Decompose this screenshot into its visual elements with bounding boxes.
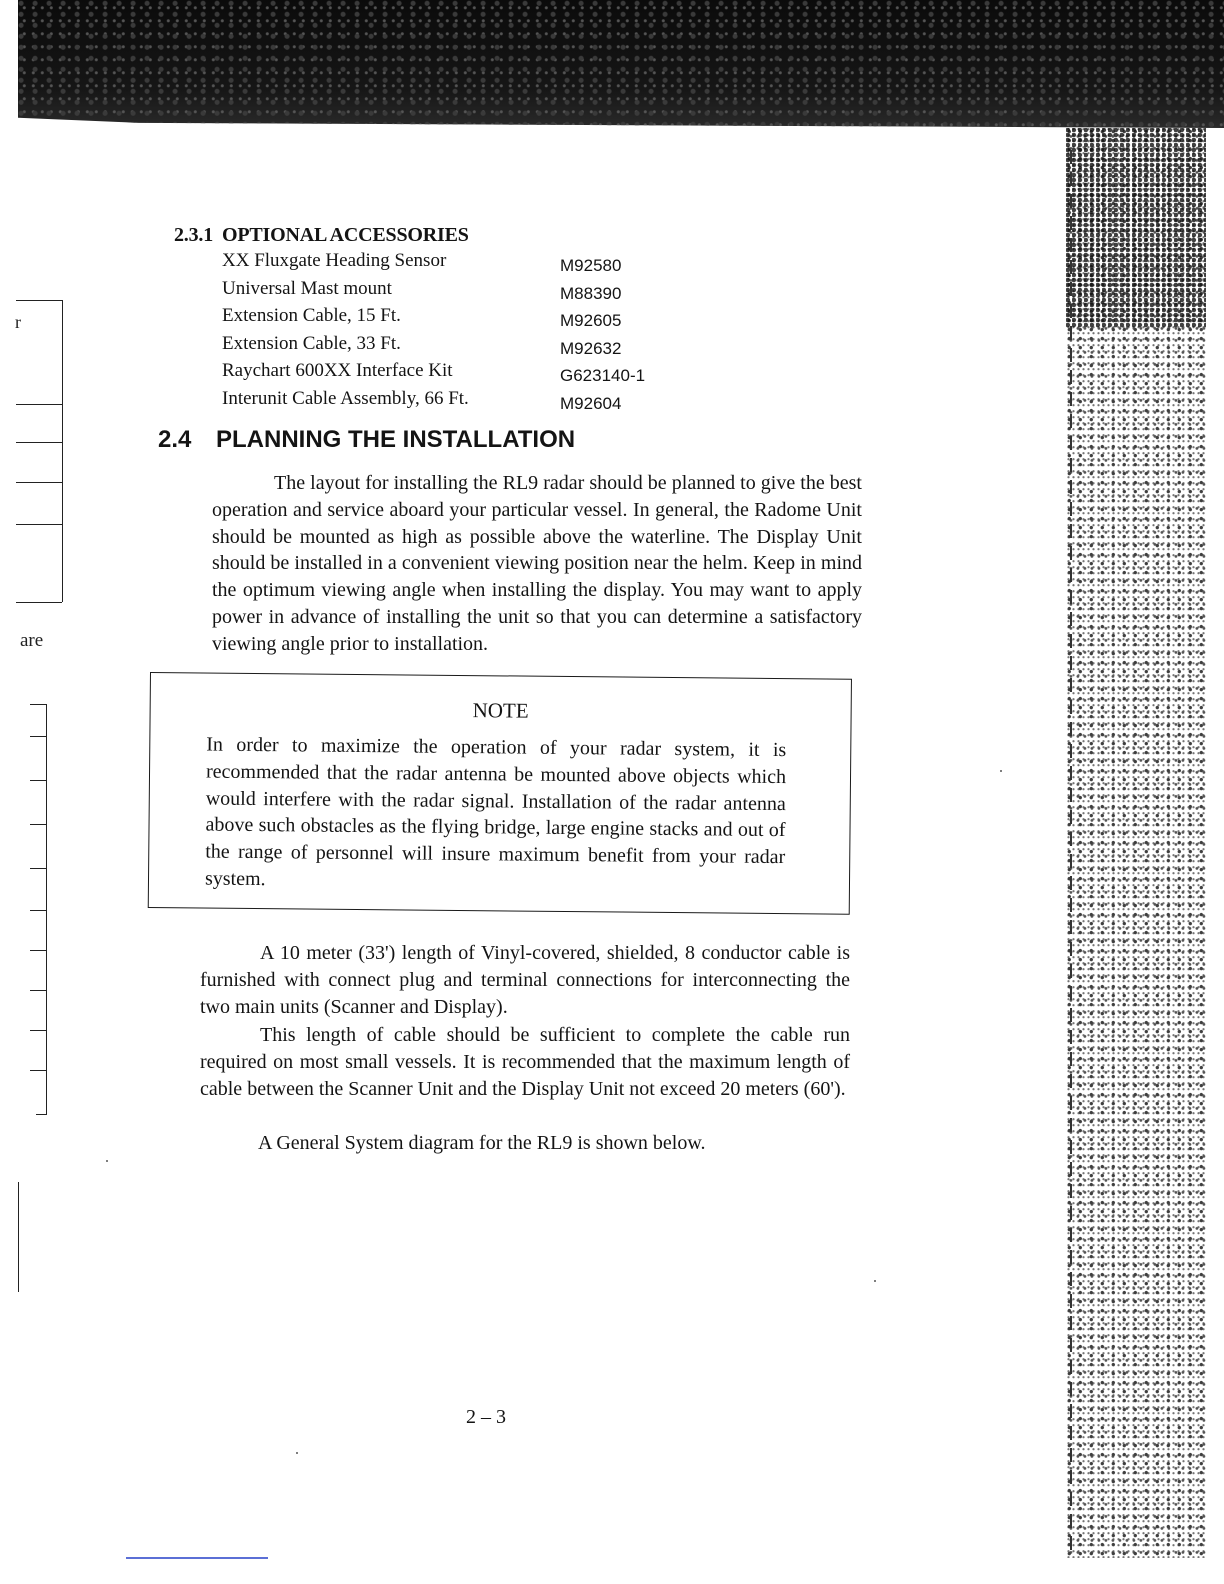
accessory-row bbox=[174, 360, 694, 388]
scan-right-edge bbox=[1070, 150, 1072, 1550]
left-margin-bleedthrough bbox=[0, 290, 70, 1300]
accessory-name: XX Fluxgate Heading Sensor bbox=[222, 250, 447, 271]
accessory-row bbox=[174, 333, 694, 361]
accessories-section-number: 2.3.1 bbox=[174, 224, 214, 246]
scan-speck bbox=[1000, 770, 1002, 772]
diagram-sentence: A General System diagram for the RL9 is shown below. bbox=[258, 1132, 706, 1154]
accessory-name: Extension Cable, 33 Ft. bbox=[222, 332, 401, 354]
scan-speck bbox=[106, 1160, 108, 1162]
planning-heading bbox=[158, 426, 575, 454]
scan-right-shadow bbox=[1066, 128, 1206, 1558]
cable-length-paragraph: This length of cable should be sufficient to complete the cable run required on most small vessels. It is recommended that the maximum length of cable between the Scanner Unit and the Display Unit not exceed 20 meters (60'). bbox=[200, 1024, 850, 1100]
accessory-row bbox=[174, 305, 694, 333]
accessories-section-title: OPTIONAL ACCESSORIES bbox=[222, 224, 469, 246]
scan-top-shadow bbox=[18, 0, 1224, 128]
note-title: NOTE bbox=[472, 698, 529, 723]
accessory-name: Universal Mast mount bbox=[222, 277, 392, 299]
accessory-row bbox=[174, 278, 694, 306]
accessory-row bbox=[174, 388, 694, 416]
bottom-edge-line bbox=[126, 1557, 268, 1559]
note-box bbox=[148, 672, 852, 915]
left-margin-letter: r bbox=[15, 312, 21, 332]
planning-section-number: 2.4 bbox=[158, 426, 192, 453]
left-margin-fragment: are bbox=[20, 630, 44, 651]
accessory-part-number: M92605 bbox=[560, 311, 622, 331]
accessory-row bbox=[174, 250, 694, 278]
page-number: 2 – 3 bbox=[466, 1406, 506, 1428]
planning-paragraph: The layout for installing the RL9 radar should be planned to give the best operation and service aboard your particular vessel. In general, the Radome Unit should be mounted as high as possible above the waterline. The Display Unit should be installed in a convenient viewing position near the helm. Keep in mind the optimum viewing angle when installing the display. You may want to apply power in advance of installing the unit so that you can determine a satisfactory viewing angle prior to installation. bbox=[212, 472, 862, 655]
optional-accessories-section bbox=[174, 224, 694, 416]
planning-section-title: PLANNING THE INSTALLATION bbox=[216, 426, 576, 453]
accessory-name: Interunit Cable Assembly, 66 Ft. bbox=[222, 387, 469, 409]
accessory-part-number: M92580 bbox=[560, 256, 622, 275]
scan-speck bbox=[296, 1452, 298, 1454]
cable-paragraph: A 10 meter (33') length of Vinyl-covered, shielded, 8 conductor cable is furnished with connect plug and terminal connections for interconnecting the two main units (Scanner and Display). bbox=[200, 942, 850, 1018]
note-text: In order to maximize the operation of your radar system, it is recommended that the radar antenna be mounted above objects which would interfere with the radar signal. Installation of the radar antenna above such obstacles as the flying bridge, large engine stacks and out of the range of personnel will insure maximum benefit from your radar system. bbox=[204, 733, 787, 891]
accessory-part-number: G623140-1 bbox=[560, 366, 646, 386]
scan-right-shadow-dark bbox=[1066, 128, 1206, 328]
scan-speck bbox=[874, 1280, 876, 1282]
accessories-heading bbox=[174, 224, 694, 247]
accessory-part-number: M92632 bbox=[560, 338, 622, 358]
accessory-part-number: M92604 bbox=[560, 393, 622, 413]
accessory-name: Extension Cable, 15 Ft. bbox=[222, 305, 401, 327]
accessory-part-number: M88390 bbox=[560, 283, 622, 303]
accessory-name: Raychart 600XX Interface Kit bbox=[222, 360, 453, 382]
